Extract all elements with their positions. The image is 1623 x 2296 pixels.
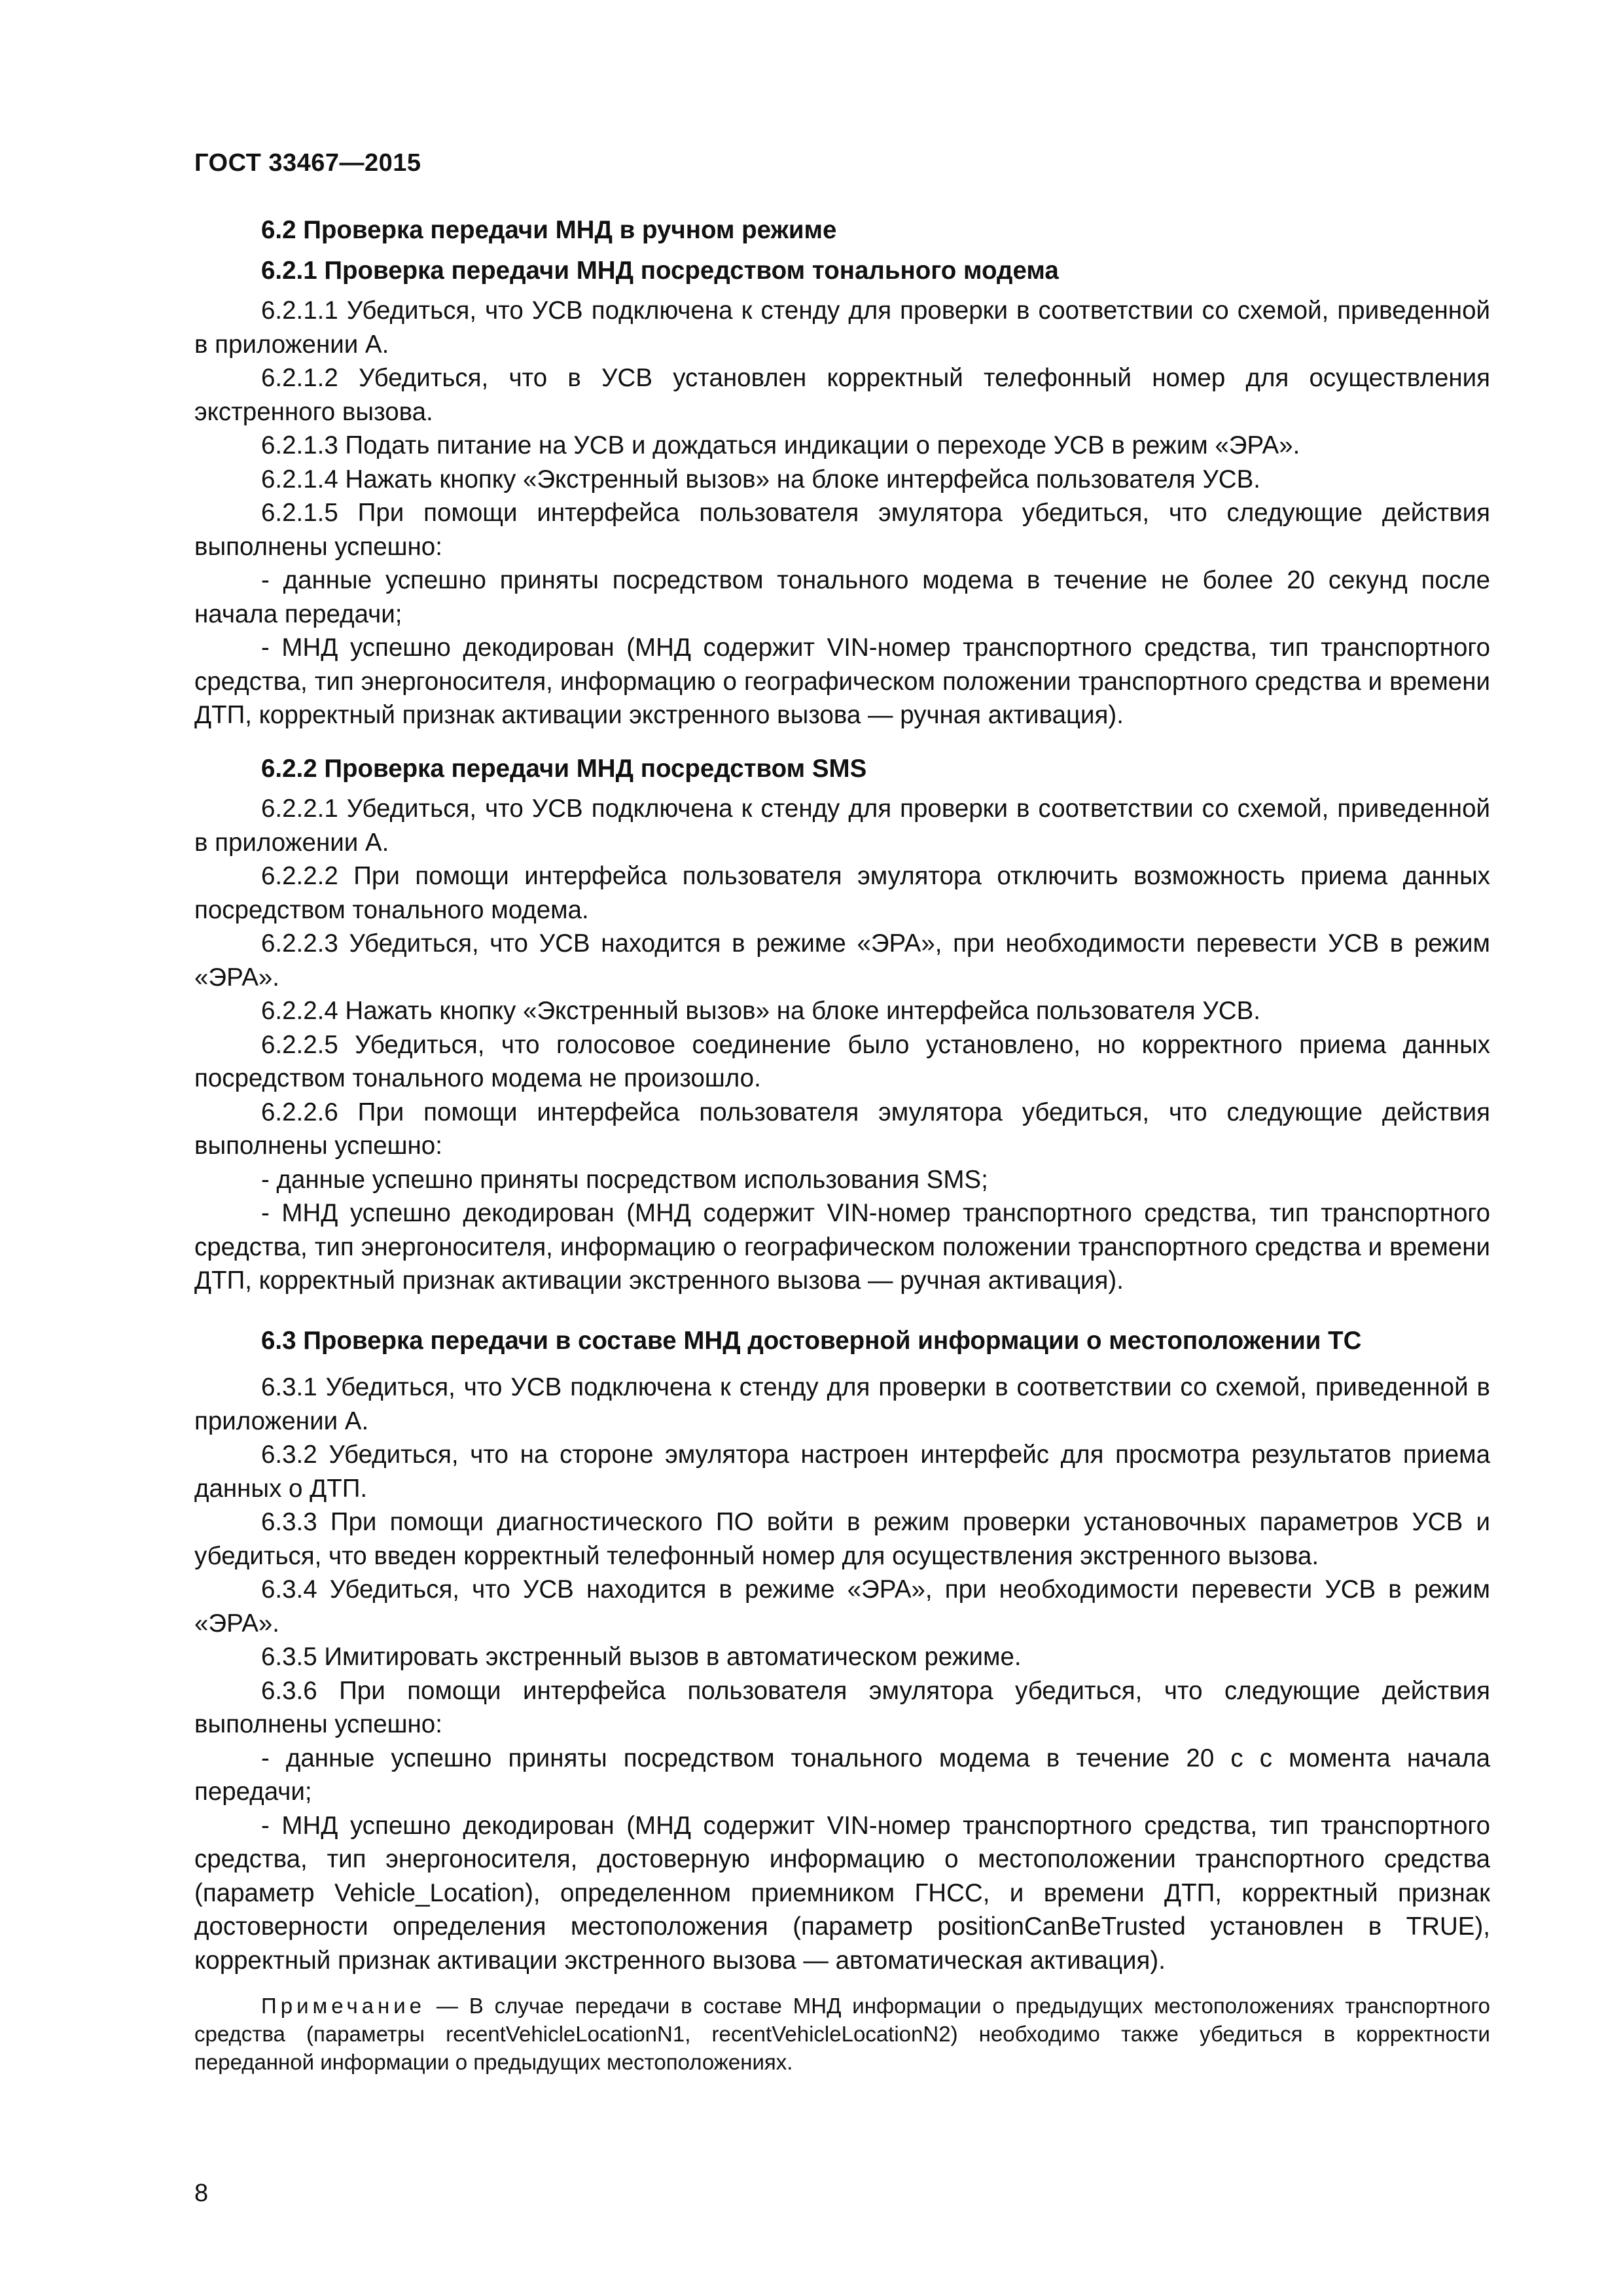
paragraph: 6.2.1.2 Убедиться, что в УСВ установлен корректный телефонный номер для осуществления экстренного вызова. xyxy=(194,364,1490,426)
paragraph: 6.2.2.1 Убедиться, что УСВ подключена к стенду для проверки в соответствии со схемой, приведенной в приложении А. xyxy=(194,795,1490,857)
list-item: - данные успешно приняты посредством использования SMS; xyxy=(261,1165,988,1194)
list-item: - данные успешно приняты посредством тонального модема в течение не более 20 секунд после начала передачи; xyxy=(194,566,1490,628)
paragraph: 6.2.1.5 При помощи интерфейса пользователя эмулятора убедиться, что следующие действия выполнены успешно: xyxy=(194,499,1490,561)
paragraph: 6.3.6 При помощи интерфейса пользователя эмулятора убедиться, что следующие действия выполнены успешно: xyxy=(194,1676,1490,1738)
note-text: — В случае передачи в составе МНД информации о предыдущих местоположениях транспортного средства (параметры recentVehicleLocationN1, recentVehicleLocationN2) необходимо также убедиться в корректности переданной информации о предыдущих местоположениях. xyxy=(194,1994,1490,2074)
paragraph: 6.3.2 Убедиться, что на стороне эмулятора настроен интерфейс для просмотра результатов приема данных о ДТП. xyxy=(194,1441,1490,1503)
paragraph: 6.2.2.4 Нажать кнопку «Экстренный вызов» на блоке интерфейса пользователя УСВ. xyxy=(261,997,1260,1025)
paragraph: 6.3.5 Имитировать экстренный вызов в автоматическом режиме. xyxy=(261,1643,1022,1671)
paragraph: 6.3.3 При помощи диагностического ПО войти в режим проверки установочных параметров УСВ и убедиться, что введен корректный телефонный номер для осуществления экстренного вызова. xyxy=(194,1508,1490,1570)
paragraph: 6.3.1 Убедиться, что УСВ подключена к стенду для проверки в соответствии со схемой, приведенной в приложении А. xyxy=(194,1373,1490,1435)
paragraph: 6.2.2.2 При помощи интерфейса пользователя эмулятора отключить возможность приема данных посредством тонального модема. xyxy=(194,862,1490,924)
note xyxy=(194,1992,1490,2076)
list-item: - МНД успешно декодирован (МНД содержит VIN-номер транспортного средства, тип транспортного средства, тип энергоносителя, достоверную информацию о местоположении транспортного средства (параметр Vehicle_Location), определенном приемником ГНСС, и времени ДТП, корректный признак достоверности определения местоположения (параметр positionCanBeTrusted установлен в TRUE), корректный признак активации экстренного вызова — автоматическая активация). xyxy=(194,1811,1490,1975)
section-heading-6-3: 6.3 Проверка передачи в составе МНД достоверной информации о местоположении ТС xyxy=(261,1326,1362,1355)
list-item: - МНД успешно декодирован (МНД содержит VIN-номер транспортного средства, тип транспортного средства, тип энергоносителя, информацию о географическом положении транспортного средства и времени ДТП, корректный признак активации экстренного вызова — ручная активация). xyxy=(194,1199,1490,1295)
list-item: - МНД успешно декодирован (МНД содержит VIN-номер транспортного средства, тип транспортного средства, тип энергоносителя, информацию о географическом положении транспортного средства и времени ДТП, корректный признак активации экстренного вызова — ручная активация). xyxy=(194,634,1490,729)
section-heading-6-2-1: 6.2.1 Проверка передачи МНД посредством тонального модема xyxy=(261,256,1059,285)
paragraph: 6.2.2.5 Убедиться, что голосовое соединение было установлено, но корректного приема данных посредством тонального модема не произошло. xyxy=(194,1030,1490,1092)
paragraph: 6.2.2.3 Убедиться, что УСВ находится в режиме «ЭРА», при необходимости перевести УСВ в режим «ЭРА». xyxy=(194,929,1490,992)
paragraph: 6.2.1.3 Подать питание на УСВ и дождаться индикации о переходе УСВ в режим «ЭРА». xyxy=(261,431,1300,459)
note-label: Примечание xyxy=(261,1994,426,2018)
list-item: - данные успешно приняты посредством тонального модема в течение 20 с с момента начала передачи; xyxy=(194,1744,1490,1806)
document-body xyxy=(194,213,1490,2076)
section-heading-6-2: 6.2 Проверка передачи МНД в ручном режиме xyxy=(261,216,837,244)
paragraph: 6.3.4 Убедиться, что УСВ находится в режиме «ЭРА», при необходимости перевести УСВ в режим «ЭРА». xyxy=(194,1575,1490,1638)
section-heading-6-2-2: 6.2.2 Проверка передачи МНД посредством SMS xyxy=(261,754,867,783)
paragraph: 6.2.1.1 Убедиться, что УСВ подключена к стенду для проверки в соответствии со схемой, приведенной в приложении А. xyxy=(194,296,1490,359)
page-number: 8 xyxy=(194,2179,209,2207)
paragraph: 6.2.2.6 При помощи интерфейса пользователя эмулятора убедиться, что следующие действия выполнены успешно: xyxy=(194,1098,1490,1160)
document-header: ГОСТ 33467—2015 xyxy=(194,149,421,177)
paragraph: 6.2.1.4 Нажать кнопку «Экстренный вызов» на блоке интерфейса пользователя УСВ. xyxy=(261,465,1260,493)
